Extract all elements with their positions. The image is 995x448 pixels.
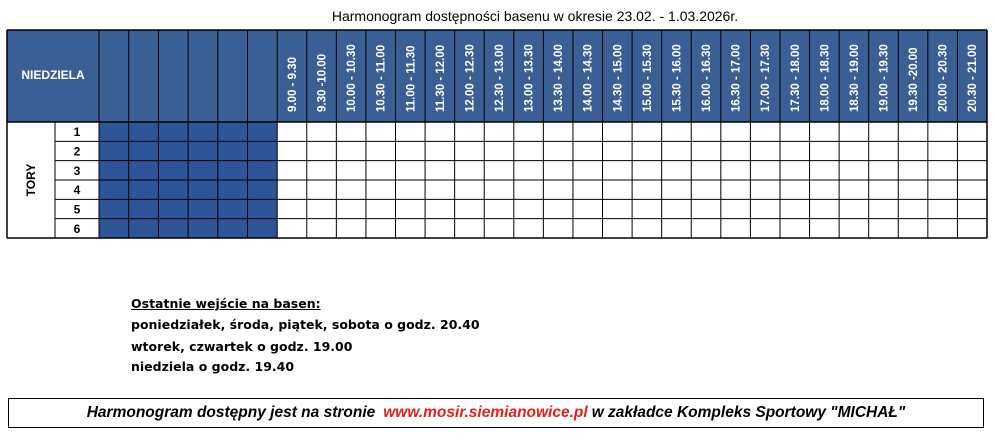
last-entry-sunday: niedziela o godz. 19.40: [131, 359, 295, 374]
time-slot-label: 19.30 -20.00: [908, 47, 921, 112]
time-slot-label: 16.00 - 16.30: [701, 44, 714, 112]
last-entry-weekdays-b: wtorek, czwartek o godz. 19.00: [131, 339, 353, 354]
time-slot-label: 17.30 - 18.00: [789, 44, 802, 112]
time-slot-label: 10.00 - 10.30: [346, 44, 359, 112]
time-slot-label: 9.30 -10.00: [316, 53, 329, 112]
time-slot-label: 14.00 - 14.30: [582, 44, 595, 112]
page-title: Harmonogram dostępności basenu w okresie 23.02. - 1.03.2026r.: [331, 8, 739, 24]
time-slot-label: 18.00 - 18.30: [819, 44, 832, 112]
last-entry-weekdays-a: poniedziałek, środa, piątek, sobota o godz. 20.40: [131, 317, 480, 332]
time-slot-label: 13.30 - 14.00: [553, 44, 566, 112]
time-slot-label: 20.00 - 20.30: [937, 44, 950, 112]
time-slot-label: 15.30 - 16.00: [671, 44, 684, 112]
lane-number: 4: [73, 183, 81, 198]
day-label: NIEDZIELA: [21, 68, 85, 82]
time-slot-label: 14.30 - 15.00: [612, 44, 625, 112]
lane-number: 1: [73, 125, 81, 140]
footer-website-link[interactable]: www.mosir.siemianowice.pl: [383, 404, 588, 421]
footer-suffix: w zakładce Kompleks Sportowy "MICHAŁ": [591, 404, 906, 421]
time-slot-label: 17.00 - 17.30: [760, 44, 773, 112]
time-slot-label: 9.00 - 9.30: [286, 57, 299, 112]
footer-prefix: Harmonogram dostępny jest na stronie: [86, 404, 376, 421]
footer-notice: [8, 398, 984, 428]
time-slot-label: 19.00 - 19.30: [878, 44, 891, 112]
lane-number: 5: [73, 202, 81, 217]
time-slot-label: 11.00 - 11.30: [405, 45, 418, 112]
time-slot-label: 20.30 - 21.00: [967, 44, 980, 112]
lane-number: 6: [73, 221, 81, 236]
time-slot-label: 12.00 - 12.30: [464, 44, 477, 112]
lanes-label: TORY: [24, 163, 38, 197]
time-slot-label: 10.30 - 11.00: [375, 44, 388, 112]
time-slot-label: 15.00 - 15.30: [641, 44, 654, 112]
time-slot-label: 11.30 - 12.00: [434, 44, 447, 112]
lane-number: 2: [73, 144, 81, 159]
time-slot-label: 12.30 - 13.00: [494, 44, 507, 112]
time-slot-label: 18.30 - 19.00: [848, 44, 861, 112]
last-entry-heading: Ostatnie wejście na basen:: [131, 296, 321, 311]
time-slot-label: 13.00 - 13.30: [523, 44, 536, 112]
time-slot-label: 16.30 - 17.00: [730, 44, 743, 112]
lane-number: 3: [73, 163, 81, 178]
